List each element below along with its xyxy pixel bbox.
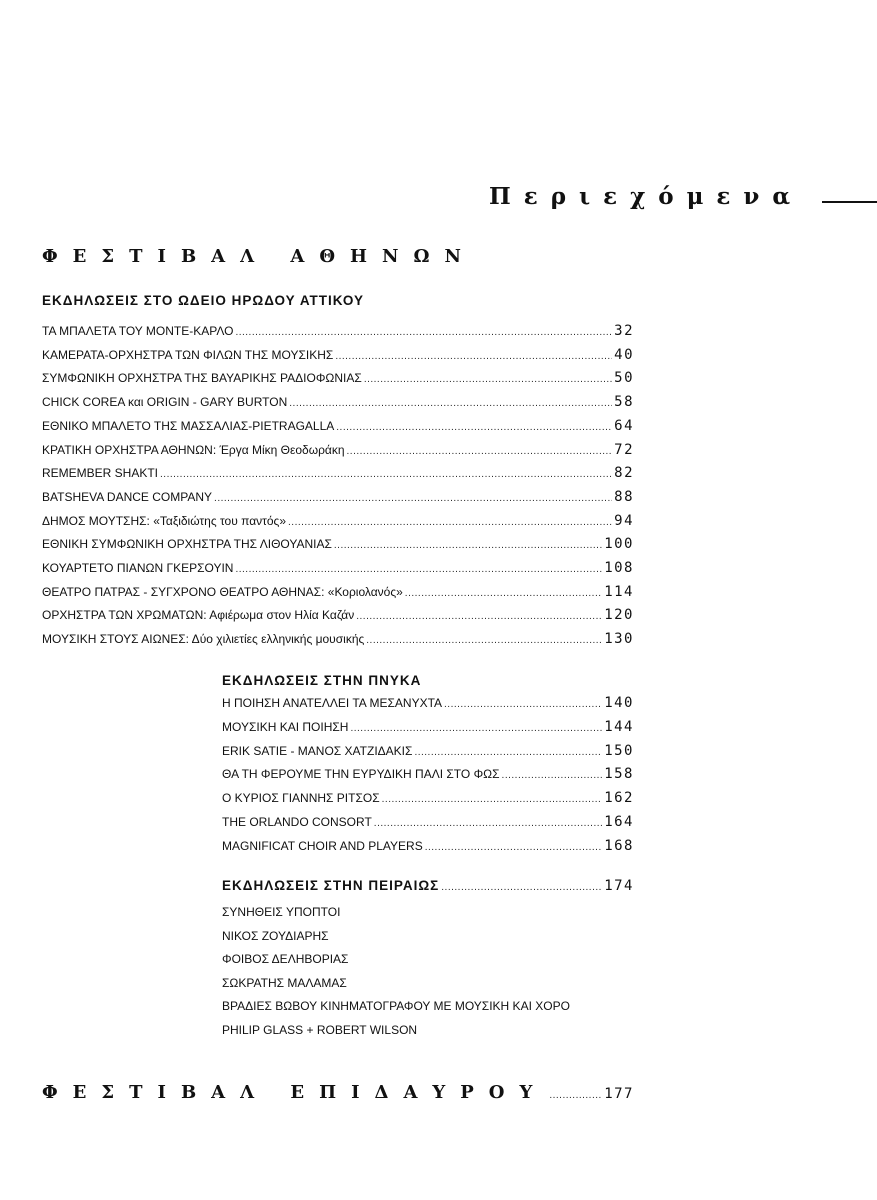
dot-leader — [444, 698, 602, 712]
entry-title: ERIK SATIE - ΜΑΝΟΣ ΧΑΤΖΙΔΑΚΙΣ — [222, 743, 413, 758]
entry-title: MAGNIFICAT CHOIR AND PLAYERS — [222, 838, 423, 853]
toc-entry[interactable] — [42, 489, 634, 507]
dot-leader — [405, 587, 602, 601]
entry-title: ΚΟΥΑΡΤΕΤΟ ΠΙΑΝΩΝ ΓΚΕΡΣΟΥΙΝ — [42, 561, 234, 575]
entry-title: ΟΡΧΗΣΤΡΑ ΤΩΝ ΧΡΩΜΑΤΩΝ: Αφιέρωμα στον Ηλία Καζάν — [42, 608, 355, 623]
page-number: 144 — [604, 718, 634, 735]
entry-title: THE ORLANDO CONSORT — [222, 815, 372, 829]
dot-leader — [289, 397, 612, 411]
page-number: 72 — [614, 441, 634, 458]
entry-title: ΚΑΜΕΡΑΤΑ-ΟΡΧΗΣΤΡΑ ΤΩΝ ΦΙΛΩΝ ΤΗΣ ΜΟΥΣΙΚΗΣ — [42, 347, 334, 362]
page-number: 40 — [614, 346, 634, 363]
entry-title: Ο ΚΥΡΙΟΣ ΓΙΑΝΝΗΣ ΡΙΤΣΟΣ — [222, 791, 380, 806]
page-number: 108 — [604, 560, 634, 576]
toc-entry[interactable] — [42, 394, 634, 412]
toc-entry-piraeus[interactable] — [222, 878, 634, 896]
dot-leader — [374, 817, 602, 831]
section-heading-herodion: ΕΚΔΗΛΩΣΕΙΣ ΣΤΟ ΩΔΕΙΟ ΗΡΩΔΟΥ ΑΤΤΙΚΟΥ — [42, 293, 365, 308]
page-number: 177 — [604, 1086, 634, 1102]
piraeus-item[interactable]: ΦΟΙΒΟΣ ΔΕΛΗΒΟΡΙΑΣ — [222, 952, 349, 966]
toc-entry[interactable] — [42, 584, 634, 602]
festival-athens-title: ΦΕΣΤΙΒΑΛ ΑΘΗΝΩΝ — [42, 246, 476, 267]
dot-leader — [356, 610, 602, 624]
page-number: 150 — [604, 742, 634, 759]
page-number: 168 — [604, 837, 634, 854]
dot-leader — [335, 350, 612, 364]
toc-entry[interactable] — [42, 347, 634, 365]
page-number: 82 — [614, 465, 634, 482]
toc-entry[interactable] — [222, 766, 634, 784]
piraeus-item[interactable]: ΝΙΚΟΣ ΖΟΥΔΙΑΡΗΣ — [222, 928, 329, 943]
dot-leader — [366, 634, 602, 648]
section-heading-piraeus: ΕΚΔΗΛΩΣΕΙΣ ΣΤΗΝ ΠΕΙΡΑΙΩΣ — [222, 878, 440, 893]
toc-entry[interactable] — [42, 442, 634, 460]
dot-leader — [235, 563, 602, 577]
entry-title: BATSHEVA DANCE COMPANY — [42, 489, 213, 504]
piraeus-item[interactable]: ΣΥΝΗΘΕΙΣ ΥΠΟΠΤΟΙ — [222, 905, 341, 919]
toc-entry[interactable] — [42, 323, 634, 341]
dot-leader — [214, 492, 612, 506]
festival-epidaurus-title: ΦΕΣΤΙΒΑΛ ΕΠΙΔΑΥΡΟΥ — [42, 1082, 548, 1103]
toc-entry[interactable] — [222, 838, 634, 856]
dot-leader — [364, 373, 612, 387]
toc-entry[interactable] — [222, 814, 634, 832]
dot-leader — [336, 421, 612, 435]
toc-entry[interactable] — [42, 465, 634, 483]
page-number: 120 — [604, 607, 634, 624]
page-number: 130 — [604, 631, 634, 648]
toc-entry[interactable] — [42, 607, 634, 625]
page-number: 50 — [614, 370, 634, 387]
page-number: 140 — [604, 695, 634, 711]
page-number: 174 — [604, 878, 634, 894]
page-number: 164 — [604, 814, 634, 830]
entry-title: ΕΘΝΙΚΗ ΣΥΜΦΩΝΙΚΗ ΟΡΧΗΣΤΡΑ ΤΗΣ ΛΙΘΟΥΑΝΙΑΣ — [42, 537, 332, 552]
toc-entry[interactable] — [42, 418, 634, 436]
toc-entry[interactable] — [222, 790, 634, 808]
entry-title: ΤΑ ΜΠΑΛΕΤΑ ΤΟΥ ΜΟΝΤΕ-ΚΑΡΛΟ — [42, 324, 234, 338]
dot-leader — [160, 468, 612, 482]
entry-title: ΘΑ ΤΗ ΦΕΡΟΥΜΕ ΤΗΝ ΕΥΡΥΔΙΚΗ ΠΑΛΙ ΣΤΟ ΦΩΣ — [222, 767, 500, 782]
page-number: 64 — [614, 417, 634, 434]
piraeus-item[interactable]: ΒΡΑΔΙΕΣ ΒΩΒΟΥ ΚΙΝΗΜΑΤΟΓΡΑΦΟΥ ΜΕ ΜΟΥΣΙΚΗ ΚΑΙ ΧΟΡΟ — [222, 999, 570, 1013]
dot-leader — [334, 539, 602, 553]
toc-entry-epidaurus[interactable] — [42, 1082, 634, 1106]
toc-entry[interactable] — [42, 631, 634, 649]
dot-leader — [288, 516, 612, 530]
entry-title: ΕΘΝΙΚΟ ΜΠΑΛΕΤΟ ΤΗΣ ΜΑΣΣΑΛΙΑΣ-PIETRAGALLA — [42, 418, 335, 433]
page-number: 58 — [614, 394, 634, 411]
dot-leader — [347, 445, 613, 459]
toc-entry[interactable] — [222, 695, 634, 713]
toc-entry[interactable] — [42, 370, 634, 388]
dot-leader — [502, 769, 603, 783]
title-underline — [822, 201, 877, 203]
page-number: 32 — [614, 323, 634, 339]
dot-leader — [350, 722, 602, 736]
dot-leader — [425, 841, 603, 855]
dot-leader — [235, 326, 612, 340]
section-heading-pnyka: ΕΚΔΗΛΩΣΕΙΣ ΣΤΗΝ ΠΝΥΚΑ — [222, 673, 422, 688]
entry-title: CHICK COREA και ORIGIN - GARY BURTON — [42, 395, 288, 410]
toc-entry[interactable] — [42, 536, 634, 554]
dot-leader — [441, 881, 602, 895]
toc-entry[interactable] — [42, 560, 634, 578]
entry-title: ΜΟΥΣΙΚΗ ΣΤΟΥΣ ΑΙΩΝΕΣ: Δύο χιλιετίες ελληνικής μουσικής — [42, 632, 365, 647]
dot-leader — [414, 746, 602, 760]
page-number: 114 — [604, 583, 634, 600]
entry-title: ΜΟΥΣΙΚΗ ΚΑΙ ΠΟΙΗΣΗ — [222, 719, 349, 734]
page-title: Περιεχόμενα — [489, 183, 804, 210]
page-number: 100 — [604, 536, 634, 553]
piraeus-item[interactable]: ΣΩΚΡΑΤΗΣ ΜΑΛΑΜΑΣ — [222, 975, 347, 990]
piraeus-item[interactable]: PHILIP GLASS + ROBERT WILSON — [222, 1022, 418, 1037]
page-number: 94 — [614, 512, 634, 529]
toc-entry[interactable] — [222, 743, 634, 761]
dot-leader — [382, 793, 603, 807]
entry-title: Η ΠΟΙΗΣΗ ΑΝΑΤΕΛΛΕΙ ΤΑ ΜΕΣΑΝΥΧΤΑ — [222, 696, 443, 710]
entry-title: ΘΕΑΤΡΟ ΠΑΤΡΑΣ - ΣΥΓΧΡΟΝΟ ΘΕΑΤΡΟ ΑΘΗΝΑΣ: «Κοριολανός» — [42, 584, 403, 599]
page-number: 88 — [614, 488, 634, 505]
dot-leader — [549, 1089, 602, 1103]
entry-title: ΣΥΜΦΩΝΙΚΗ ΟΡΧΗΣΤΡΑ ΤΗΣ ΒΑΥΑΡΙΚΗΣ ΡΑΔΙΟΦΩΝΙΑΣ — [42, 371, 362, 386]
page-number: 162 — [604, 790, 634, 807]
entry-title: ΔΗΜΟΣ ΜΟΥΤΣΗΣ: «Ταξιδιώτης του παντός» — [42, 513, 287, 528]
toc-entry[interactable] — [42, 513, 634, 531]
entry-title: ΚΡΑΤΙΚΗ ΟΡΧΗΣΤΡΑ ΑΘΗΝΩΝ: Έργα Μίκη Θεοδωράκη — [42, 442, 345, 457]
entry-title: REMEMBER SHAKTI — [42, 466, 159, 481]
toc-entry[interactable] — [222, 719, 634, 737]
page-number: 158 — [604, 766, 634, 783]
